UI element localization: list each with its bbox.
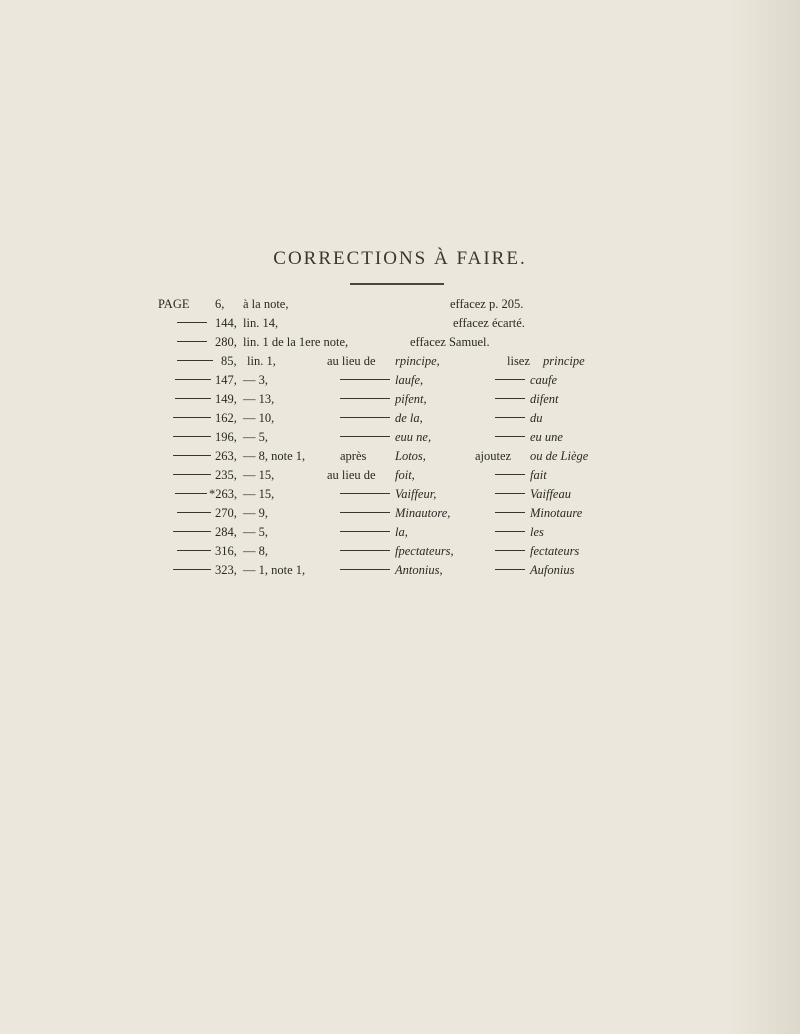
right-text: ou de Liège: [530, 449, 589, 463]
ditto-dash: [495, 542, 525, 561]
page-edge-shading: [730, 0, 800, 1034]
ditto-dash: [340, 409, 390, 428]
correction-text: effacez Samuel.: [410, 335, 490, 349]
page-number: 270,: [215, 506, 237, 520]
page-label: PAGE: [158, 297, 190, 311]
page-number: 6,: [215, 297, 225, 311]
page-number: 162,: [215, 411, 237, 425]
right-text: du: [530, 411, 543, 425]
correction-row: [165, 523, 705, 542]
location: à la note,: [243, 297, 289, 311]
ditto-dash: [495, 428, 525, 447]
correction-text: effacez p. 205.: [450, 297, 524, 311]
ditto-dash: [173, 409, 211, 428]
ditto-dash: [340, 390, 390, 409]
page-number: *263,: [209, 487, 238, 501]
location: — 8, note 1,: [243, 449, 306, 463]
location: — 10,: [243, 411, 275, 425]
wrong-text: Lotos,: [395, 449, 426, 463]
right-text: difent: [530, 392, 559, 406]
wrong-text: Vaiffeur,: [395, 487, 437, 501]
wrong-text: fpectateurs,: [395, 544, 454, 558]
correction-row: [158, 295, 705, 314]
location: — 5,: [243, 525, 268, 539]
ditto-dash: [495, 561, 525, 580]
operation: après: [340, 449, 367, 463]
ditto-dash: [495, 371, 525, 390]
corrections-list: [158, 295, 705, 580]
ditto-dash: [177, 333, 207, 352]
location: lin. 1 de la 1ere note,: [243, 335, 349, 349]
right-text: fectateurs: [530, 544, 580, 558]
page-number: 323,: [215, 563, 237, 577]
page-number: 149,: [215, 392, 237, 406]
wrong-text: Antonius,: [395, 563, 443, 577]
ditto-dash: [495, 390, 525, 409]
correction-row: [165, 542, 705, 561]
ditto-dash: [340, 428, 390, 447]
right-text: caufe: [530, 373, 558, 387]
ditto-dash: [495, 485, 525, 504]
location: — 5,: [243, 430, 268, 444]
fix-label: ajoutez: [475, 449, 512, 463]
correction-row: [165, 314, 705, 333]
page-title: CORRECTIONS À FAIRE.: [273, 248, 527, 269]
ditto-dash: [173, 428, 211, 447]
ditto-dash: [173, 523, 211, 542]
ditto-dash: [175, 485, 207, 504]
right-text: Vaiffeau: [530, 487, 571, 501]
right-text: Minotaure: [530, 506, 583, 520]
ditto-dash: [340, 371, 390, 390]
page-number: 263,: [215, 449, 237, 463]
correction-row: [165, 333, 705, 352]
location: lin. 1,: [247, 354, 276, 368]
ditto-dash: [495, 504, 525, 523]
page-number: 280,: [215, 335, 237, 349]
page-number: 85,: [221, 354, 237, 368]
correction-row: [165, 504, 705, 523]
ditto-dash: [340, 561, 390, 580]
location: — 3,: [243, 373, 268, 387]
correction-row: [165, 485, 705, 504]
location: — 1, note 1,: [243, 563, 306, 577]
ditto-dash: [175, 371, 211, 390]
fix-label: lisez: [507, 354, 530, 368]
wrong-text: laufe,: [395, 373, 424, 387]
page-number: 284,: [215, 525, 237, 539]
correction-row: [165, 352, 705, 371]
ditto-dash: [173, 466, 211, 485]
wrong-text: Minautore,: [395, 506, 451, 520]
ditto-dash: [177, 352, 213, 371]
location: — 8,: [243, 544, 268, 558]
wrong-text: pifent,: [395, 392, 427, 406]
ditto-dash: [340, 542, 390, 561]
location: — 15,: [243, 487, 275, 501]
right-text: eu une: [530, 430, 563, 444]
location: — 13,: [243, 392, 275, 406]
operation: au lieu de: [327, 354, 376, 368]
wrong-text: foit,: [395, 468, 415, 482]
right-text: Aufonius: [530, 563, 575, 577]
correction-row: [165, 390, 705, 409]
wrong-text: la,: [395, 525, 408, 539]
page-number: 147,: [215, 373, 237, 387]
operation: au lieu de: [327, 468, 376, 482]
ditto-dash: [177, 504, 211, 523]
ditto-dash: [177, 542, 211, 561]
correction-row: [165, 428, 705, 447]
right-text: fait: [530, 468, 547, 482]
correction-row: [165, 561, 705, 580]
ditto-dash: [340, 523, 390, 542]
correction-text: effacez écarté.: [453, 316, 525, 330]
page-number: 316,: [215, 544, 237, 558]
location: — 9,: [243, 506, 268, 520]
ditto-dash: [495, 523, 525, 542]
correction-row: [165, 371, 705, 390]
correction-row: [165, 447, 705, 466]
wrong-text: euu ne,: [395, 430, 432, 444]
ditto-dash: [175, 390, 211, 409]
ditto-dash: [340, 485, 390, 504]
location: — 15,: [243, 468, 275, 482]
right-text: les: [530, 525, 544, 539]
location: lin. 14,: [243, 316, 279, 330]
page-number: 235,: [215, 468, 237, 482]
ditto-dash: [340, 504, 390, 523]
title-underline: [350, 283, 444, 285]
wrong-text: de la,: [395, 411, 423, 425]
ditto-dash: [495, 466, 525, 485]
right-text: principe: [543, 354, 585, 368]
page-number: 196,: [215, 430, 237, 444]
ditto-dash: [173, 561, 211, 580]
page-number: 144,: [215, 316, 237, 330]
correction-row: [165, 409, 705, 428]
correction-row: [165, 466, 705, 485]
ditto-dash: [177, 314, 207, 333]
wrong-text: rpincipe,: [395, 354, 440, 368]
ditto-dash: [495, 409, 525, 428]
ditto-dash: [173, 447, 211, 466]
